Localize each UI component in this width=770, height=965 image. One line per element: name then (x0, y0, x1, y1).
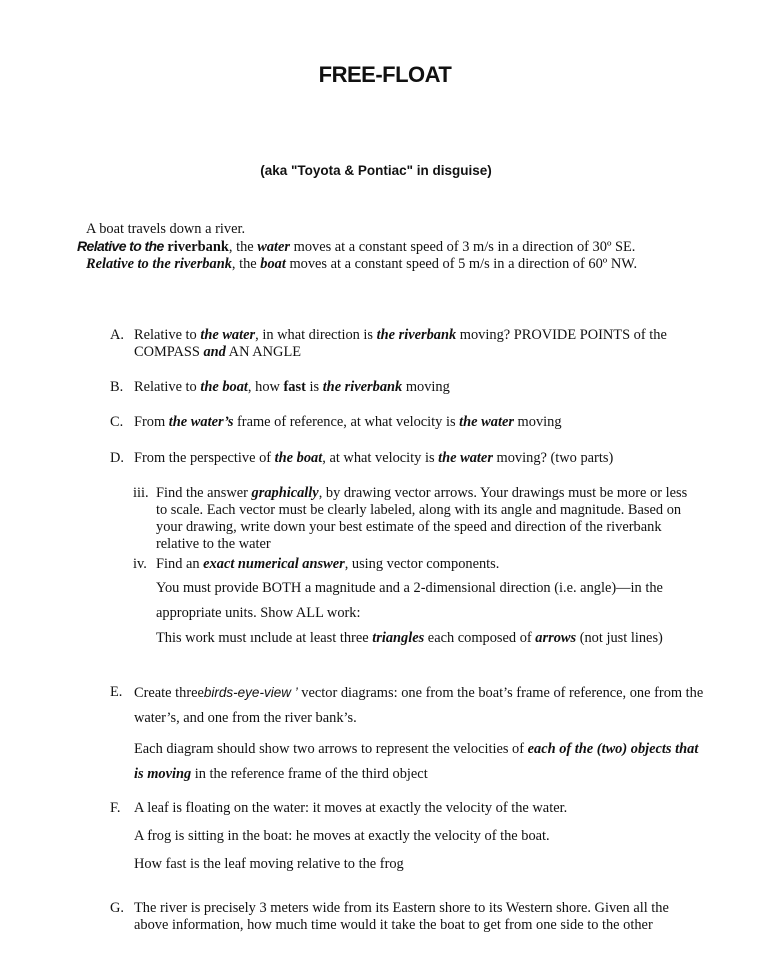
intro-line-3: Relative to the riverbank, the boat moves at a constant speed of 5 m/s in a direction of 60º NW. (86, 256, 638, 272)
part-iv-requirements: You must provide BOTH a magnitude and a 2-dimensional direction (i.e. angle)—in the appropriate units. Show ALL work: (156, 580, 663, 621)
part-number: iii. (133, 485, 149, 501)
question-letter: G. (110, 900, 124, 916)
page-subtitle: (aka "Toyota & Pontiac" in disguise) (260, 163, 492, 178)
part-iv-triangles: This work must ınclude at least three triangles each composed of arrows (not just lines) (156, 630, 663, 646)
part-iv-text: Find an exact numerical answer, using vector components. You must provide BOTH a magnitude and a 2-dimensional direction (i.e. angle)—in the appropriate units. Show ALL work: This work must ınclude at least three triangles each composed of arrows (not just lines) (156, 556, 696, 651)
question-letter: B. (110, 379, 124, 395)
question-e-text: Create threebirds-eye-view ’ vector diagrams: one from the boat’s frame of reference, one from the water’s, and one from the river bank’s. Each diagram should show two arrows to represent the velocities of each of the (two) objects that is moving in the reference frame of the third object (134, 685, 704, 782)
question-letter: F. (110, 800, 121, 816)
intro-line-1: A boat travels down a river. (86, 221, 246, 237)
question-c-text: From the water’s frame of reference, at what velocity is the water moving (134, 414, 562, 430)
intro-paragraph (0, 221, 770, 273)
question-letter: C. (110, 414, 124, 430)
question-g-text: The river is precisely 3 meters wide from its Eastern shore to its Western shore. Given all the above information, how much time would it take the boat to get from one side to the other (134, 900, 669, 933)
question-b-text: Relative to the boat, how fast is the riverbank moving (134, 379, 450, 395)
question-letter: A. (110, 327, 124, 343)
question-letter: D. (110, 450, 124, 466)
question-a-text: Relative to the water, in what direction is the riverbank moving? PROVIDE POINTS of the COMPASS and AN ANGLE (134, 327, 667, 360)
page-title: FREE-FLOAT (318, 62, 452, 87)
intro-line-2: Relative to the riverbank, the water moves at a constant speed of 3 m/s in a direction of 30º SE. (77, 238, 636, 255)
question-letter: E. (110, 684, 123, 700)
question-d-text: From the perspective of the boat, at what velocity is the water moving? (two parts) (134, 450, 614, 466)
question-f-text: A leaf is floating on the water: it moves at exactly the velocity of the water. A frog is sitting in the boat: he moves at exactly the velocity of the boat. How fast is the leaf moving relative to the frog (134, 800, 568, 872)
part-iii-text: Find the answer graphically, by drawing vector arrows. Your drawings must be more or less to scale. Each vector must be clearly labeled, along with its angle and magnitude. Based on your drawing, write down your best estimate of the speed and direction of the riverbank relative to the water (156, 485, 688, 552)
part-number: iv. (133, 556, 147, 572)
